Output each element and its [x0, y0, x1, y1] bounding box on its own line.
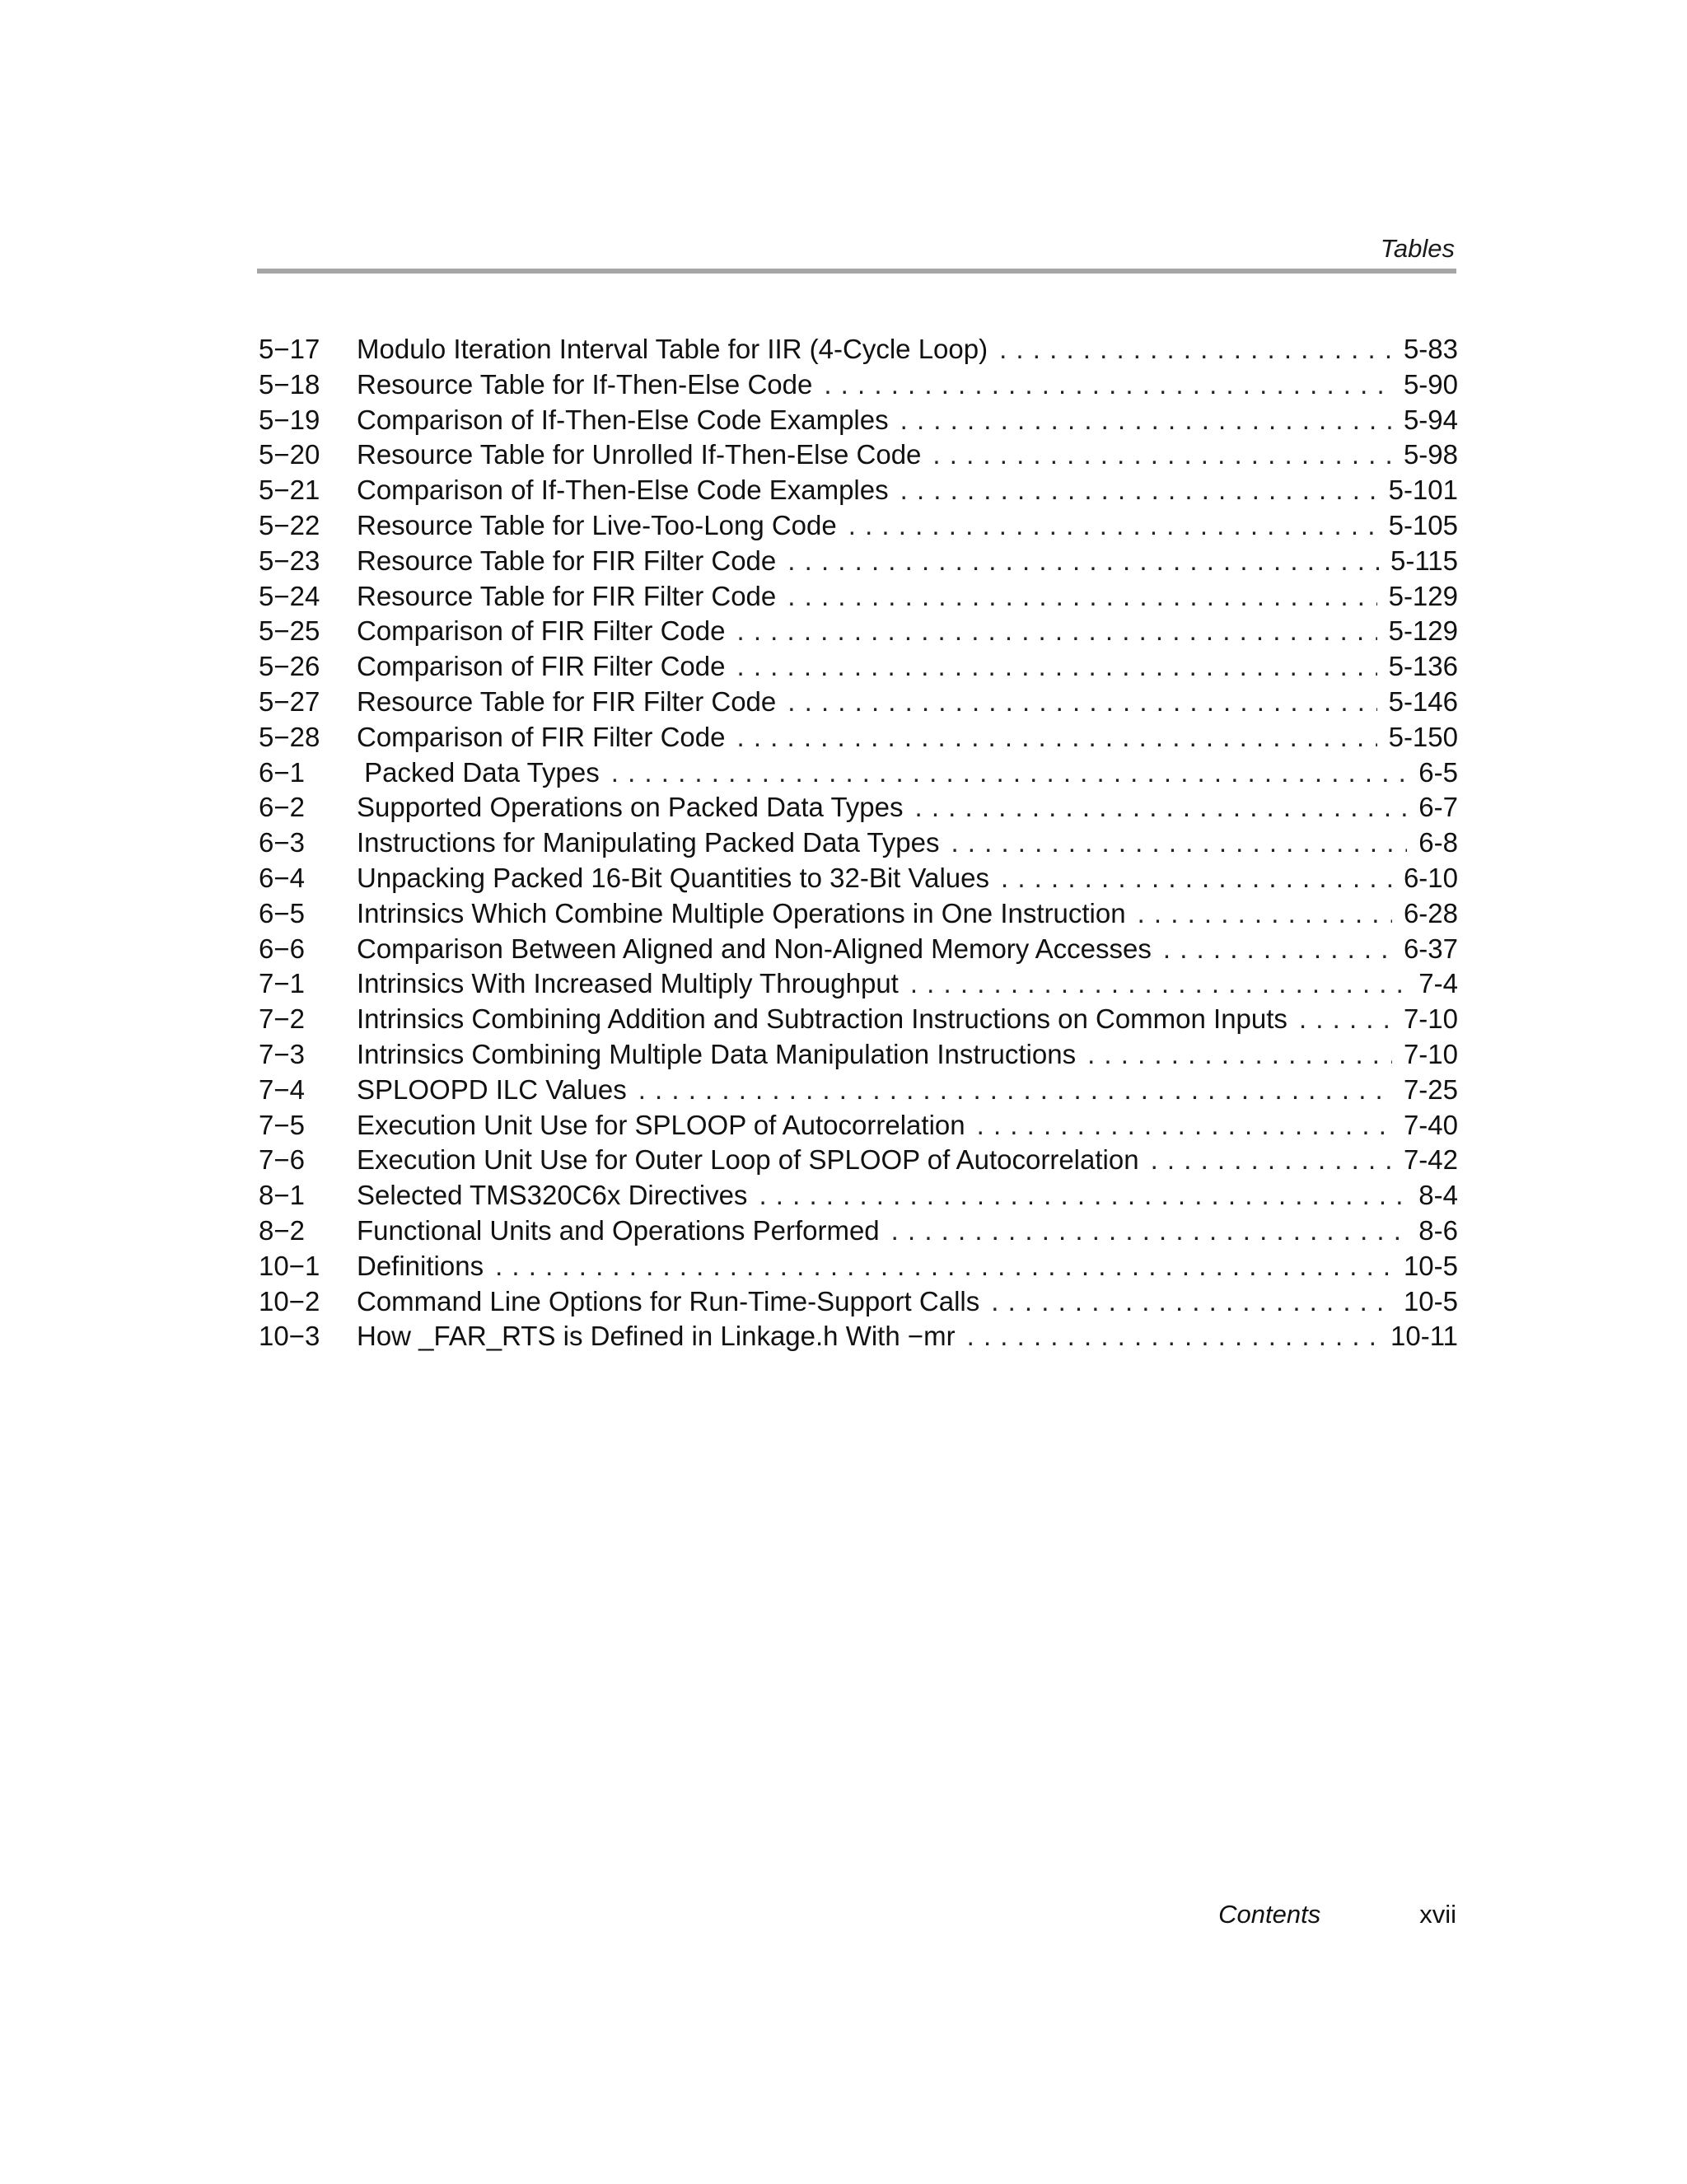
- page-reference: 7-10: [1403, 1038, 1458, 1069]
- dot-leader: [638, 1073, 1392, 1108]
- table-number: 6−1: [259, 756, 305, 788]
- page-reference: 6-5: [1418, 756, 1458, 788]
- page-reference: 5-105: [1388, 509, 1458, 540]
- table-title: Intrinsics Combining Multiple Data Manipulation Instructions: [357, 1038, 1077, 1069]
- toc-entry: [259, 932, 1458, 967]
- table-number: 5−28: [259, 721, 320, 752]
- table-title: Comparison of FIR Filter Code: [357, 721, 726, 752]
- toc-entry: [259, 861, 1458, 896]
- toc-entry: [259, 1073, 1458, 1108]
- table-title: Supported Operations on Packed Data Types: [357, 792, 904, 823]
- table-number: 6−5: [259, 897, 305, 928]
- page-reference: 5-136: [1388, 651, 1458, 682]
- toc-entry: [259, 1178, 1458, 1214]
- table-number: 10−2: [259, 1285, 320, 1316]
- toc-entry: [259, 685, 1458, 720]
- page-reference: 5-129: [1388, 580, 1458, 611]
- page-reference: 5-115: [1390, 545, 1458, 576]
- page-reference: 5-101: [1388, 475, 1458, 506]
- toc-entry: [259, 755, 1458, 791]
- table-number: 7−4: [259, 1073, 305, 1105]
- toc-entry: [259, 1214, 1458, 1249]
- table-number: 5−23: [259, 545, 320, 576]
- table-number: 5−21: [259, 475, 320, 506]
- table-number: 7−2: [259, 1003, 305, 1035]
- running-header-title: Tables: [1380, 234, 1455, 263]
- table-title: Comparison of FIR Filter Code: [357, 651, 726, 682]
- page-reference: 6-7: [1418, 792, 1458, 823]
- page-reference: 10-5: [1403, 1250, 1458, 1281]
- dot-leader: [910, 966, 1407, 1002]
- dot-leader: [848, 508, 1377, 544]
- table-title: Packed Data Types: [357, 756, 600, 788]
- table-number: 5−17: [259, 334, 320, 364]
- table-title: Unpacking Packed 16-Bit Quantities to 32-Bit Values: [357, 862, 989, 893]
- page-reference: 7-10: [1403, 1003, 1458, 1035]
- table-title: Resource Table for Unrolled If-Then-Else Code: [357, 439, 922, 470]
- page-reference: 6-28: [1403, 897, 1458, 928]
- table-title: Modulo Iteration Interval Table for IIR (4-Cycle Loop): [357, 334, 988, 364]
- toc-entry: [259, 1319, 1458, 1354]
- page-reference: 5-83: [1403, 334, 1458, 364]
- toc-entry: [259, 1108, 1458, 1143]
- dot-leader: [1138, 896, 1392, 932]
- toc-entry: [259, 966, 1458, 1002]
- page-reference: 10-11: [1390, 1321, 1458, 1352]
- table-title: Comparison of If-Then-Else Code Examples: [357, 475, 889, 506]
- page-footer: [1218, 1900, 1456, 1929]
- table-title: Command Line Options for Run-Time-Support Calls: [357, 1285, 980, 1316]
- dot-leader: [999, 332, 1392, 367]
- dot-leader: [914, 790, 1407, 825]
- dot-leader: [736, 720, 1376, 755]
- table-number: 8−1: [259, 1180, 305, 1211]
- table-number: 7−1: [259, 968, 305, 999]
- dot-leader: [824, 367, 1392, 403]
- table-number: 5−18: [259, 368, 320, 400]
- toc-entry: [259, 367, 1458, 403]
- page-reference: 5-94: [1403, 404, 1458, 435]
- toc-entry: [259, 332, 1458, 367]
- toc-entry: [259, 508, 1458, 544]
- dot-leader: [900, 403, 1392, 438]
- page-reference: 7-4: [1418, 968, 1458, 999]
- dot-leader: [611, 755, 1408, 791]
- page-reference: 10-5: [1403, 1285, 1458, 1316]
- toc-entry: [259, 544, 1458, 579]
- toc-entry: [259, 790, 1458, 825]
- toc-entry: [259, 437, 1458, 473]
- table-title: Comparison of FIR Filter Code: [357, 615, 726, 647]
- table-number: 5−24: [259, 580, 320, 611]
- table-number: 5−20: [259, 439, 320, 470]
- table-number: 6−4: [259, 862, 305, 893]
- table-title: Execution Unit Use for SPLOOP of Autocorrelation: [357, 1109, 965, 1140]
- table-title: Functional Units and Operations Performed: [357, 1214, 880, 1246]
- table-number: 10−3: [259, 1321, 320, 1352]
- table-number: 6−2: [259, 792, 305, 823]
- table-title: Resource Table for If-Then-Else Code: [357, 368, 813, 400]
- table-title: Resource Table for Live-Too-Long Code: [357, 509, 837, 540]
- dot-leader: [1001, 861, 1392, 896]
- table-title: Definitions: [357, 1250, 484, 1281]
- toc-entry: [259, 614, 1458, 649]
- dot-leader: [759, 1178, 1407, 1214]
- dot-leader: [900, 473, 1377, 508]
- page-reference: 6-8: [1418, 827, 1458, 858]
- table-title: How _FAR_RTS is Defined in Linkage.h With −mr: [357, 1321, 956, 1352]
- table-title: Execution Unit Use for Outer Loop of SPLOOP of Autocorrelation: [357, 1144, 1139, 1176]
- dot-leader: [787, 544, 1379, 579]
- dot-leader: [967, 1319, 1379, 1354]
- toc-entry: [259, 473, 1458, 508]
- table-number: 6−3: [259, 827, 305, 858]
- table-title: Comparison of If-Then-Else Code Examples: [357, 404, 889, 435]
- table-title: Resource Table for FIR Filter Code: [357, 580, 777, 611]
- page-reference: 8-4: [1418, 1180, 1458, 1211]
- table-number: 5−26: [259, 651, 320, 682]
- table-number: 8−2: [259, 1214, 305, 1246]
- dot-leader: [1163, 932, 1392, 967]
- dot-leader: [1087, 1037, 1392, 1073]
- dot-leader: [891, 1214, 1408, 1249]
- table-title: Resource Table for FIR Filter Code: [357, 545, 777, 576]
- dot-leader: [736, 649, 1376, 685]
- table-number: 5−27: [259, 685, 320, 717]
- table-number: 7−6: [259, 1144, 305, 1176]
- page-reference: 5-150: [1388, 721, 1458, 752]
- table-title: Intrinsics With Increased Multiply Throughput: [357, 968, 899, 999]
- page-reference: 6-10: [1403, 862, 1458, 893]
- dot-leader: [991, 1284, 1392, 1320]
- header-rule: [257, 269, 1456, 274]
- table-number: 10−1: [259, 1250, 320, 1281]
- footer-page-number: xvii: [1419, 1900, 1456, 1929]
- dot-leader: [736, 614, 1376, 649]
- dot-leader: [951, 825, 1407, 861]
- dot-leader: [1151, 1143, 1392, 1178]
- toc-entry: [259, 1284, 1458, 1320]
- toc-entry: [259, 579, 1458, 615]
- table-title: SPLOOPD ILC Values: [357, 1073, 627, 1105]
- dot-leader: [787, 685, 1376, 720]
- toc-entry: [259, 649, 1458, 685]
- table-number: 7−5: [259, 1109, 305, 1140]
- page-reference: 6-37: [1403, 933, 1458, 964]
- page-reference: 8-6: [1418, 1214, 1458, 1246]
- toc-entry: [259, 1249, 1458, 1284]
- table-title: Selected TMS320C6x Directives: [357, 1180, 748, 1211]
- page-reference: 5-146: [1388, 685, 1458, 717]
- page-reference: 7-42: [1403, 1144, 1458, 1176]
- toc-entry: [259, 1037, 1458, 1073]
- toc-entry: [259, 720, 1458, 755]
- toc-entry: [259, 825, 1458, 861]
- page-reference: 7-25: [1403, 1073, 1458, 1105]
- table-title: Intrinsics Combining Addition and Subtraction Instructions on Common Inputs: [357, 1003, 1287, 1035]
- toc-entry: [259, 896, 1458, 932]
- toc-entry: [259, 1002, 1458, 1037]
- table-number: 5−19: [259, 404, 320, 435]
- page-reference: 5-90: [1403, 368, 1458, 400]
- page-reference: 5-98: [1403, 439, 1458, 470]
- table-number: 7−3: [259, 1038, 305, 1069]
- dot-leader: [977, 1108, 1392, 1143]
- table-number: 6−6: [259, 933, 305, 964]
- table-list: [259, 332, 1458, 1354]
- dot-leader: [932, 437, 1392, 473]
- table-title: Resource Table for FIR Filter Code: [357, 685, 777, 717]
- dot-leader: [1299, 1002, 1392, 1037]
- dot-leader: [787, 579, 1376, 615]
- table-title: Comparison Between Aligned and Non-Aligned Memory Accesses: [357, 933, 1152, 964]
- footer-section-name: Contents: [1218, 1900, 1321, 1929]
- page-reference: 7-40: [1403, 1109, 1458, 1140]
- toc-entry: [259, 403, 1458, 438]
- dot-leader: [495, 1249, 1392, 1284]
- table-number: 5−25: [259, 615, 320, 647]
- table-title: Intrinsics Which Combine Multiple Operations in One Instruction: [357, 897, 1126, 928]
- toc-entry: [259, 1143, 1458, 1178]
- table-title: Instructions for Manipulating Packed Data Types: [357, 827, 940, 858]
- table-number: 5−22: [259, 509, 320, 540]
- page-reference: 5-129: [1388, 615, 1458, 647]
